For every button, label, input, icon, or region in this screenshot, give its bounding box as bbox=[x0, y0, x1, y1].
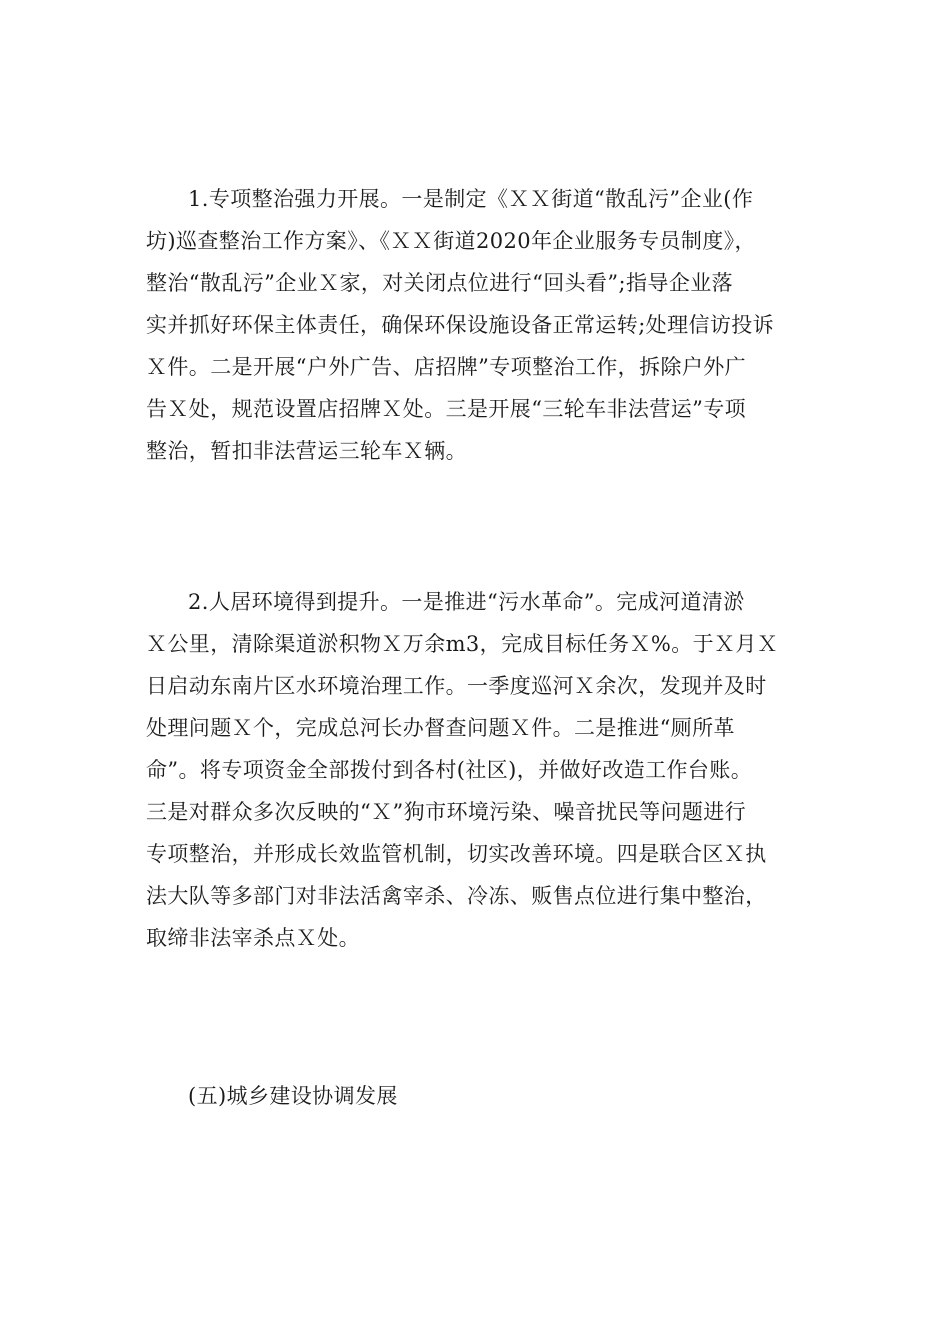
paragraph-line: 实并抓好环保主体责任，确保环保设施设备正常运转;处理信访投诉 bbox=[146, 313, 775, 337]
paragraph-line: 命”。将专项资金全部拨付到各村(社区)，并做好改造工作台账。 bbox=[146, 758, 753, 782]
paragraph-line: Ｘ公里，清除渠道淤积物Ｘ万余m3，完成目标任务Ｘ%。于Ｘ月Ｘ bbox=[146, 632, 779, 656]
paragraph-line: 2.人居环境得到提升。一是推进“污水革命”。完成河道清淤 bbox=[188, 590, 745, 614]
paragraph-line: 1.专项整治强力开展。一是制定《ＸＸ街道“散乱污”企业(作 bbox=[188, 187, 754, 211]
paragraph-line: 整治“散乱污”企业Ｘ家，对关闭点位进行“回头看”;指导企业落 bbox=[146, 271, 734, 295]
paragraph-living-environment bbox=[146, 581, 806, 959]
paragraph-line: 取缔非法宰杀点Ｘ处。 bbox=[146, 926, 360, 950]
paragraph-line: 专项整治，并形成长效监管机制，切实改善环境。四是联合区Ｘ执 bbox=[146, 842, 767, 866]
paragraph-line: 日启动东南片区水环境治理工作。一季度巡河Ｘ余次，发现并及时 bbox=[146, 674, 767, 698]
paragraph-line: 告Ｘ处，规范设置店招牌Ｘ处。三是开展“三轮车非法营运”专项 bbox=[146, 397, 747, 421]
paragraph-special-rectification bbox=[146, 178, 806, 472]
section-heading bbox=[146, 1075, 806, 1117]
paragraph-line: 处理问题Ｘ个，完成总河长办督查问题Ｘ件。二是推进“厕所革 bbox=[146, 716, 735, 740]
section-heading-text: (五)城乡建设协调发展 bbox=[188, 1084, 398, 1108]
paragraph-line: 三是对群众多次反映的“Ｘ”狗市环境污染、噪音扰民等问题进行 bbox=[146, 800, 747, 824]
paragraph-line: 整治，暂扣非法营运三轮车Ｘ辆。 bbox=[146, 439, 467, 463]
paragraph-line: 坊)巡查整治工作方案》、《ＸＸ街道2020年企业服务专员制度》， bbox=[146, 229, 756, 253]
paragraph-line: 法大队等多部门对非法活禽宰杀、冷冻、贩售点位进行集中整治， bbox=[146, 884, 767, 908]
paragraph-line: Ｘ件。二是开展“户外广告、店招牌”专项整治工作，拆除户外广 bbox=[146, 355, 747, 379]
